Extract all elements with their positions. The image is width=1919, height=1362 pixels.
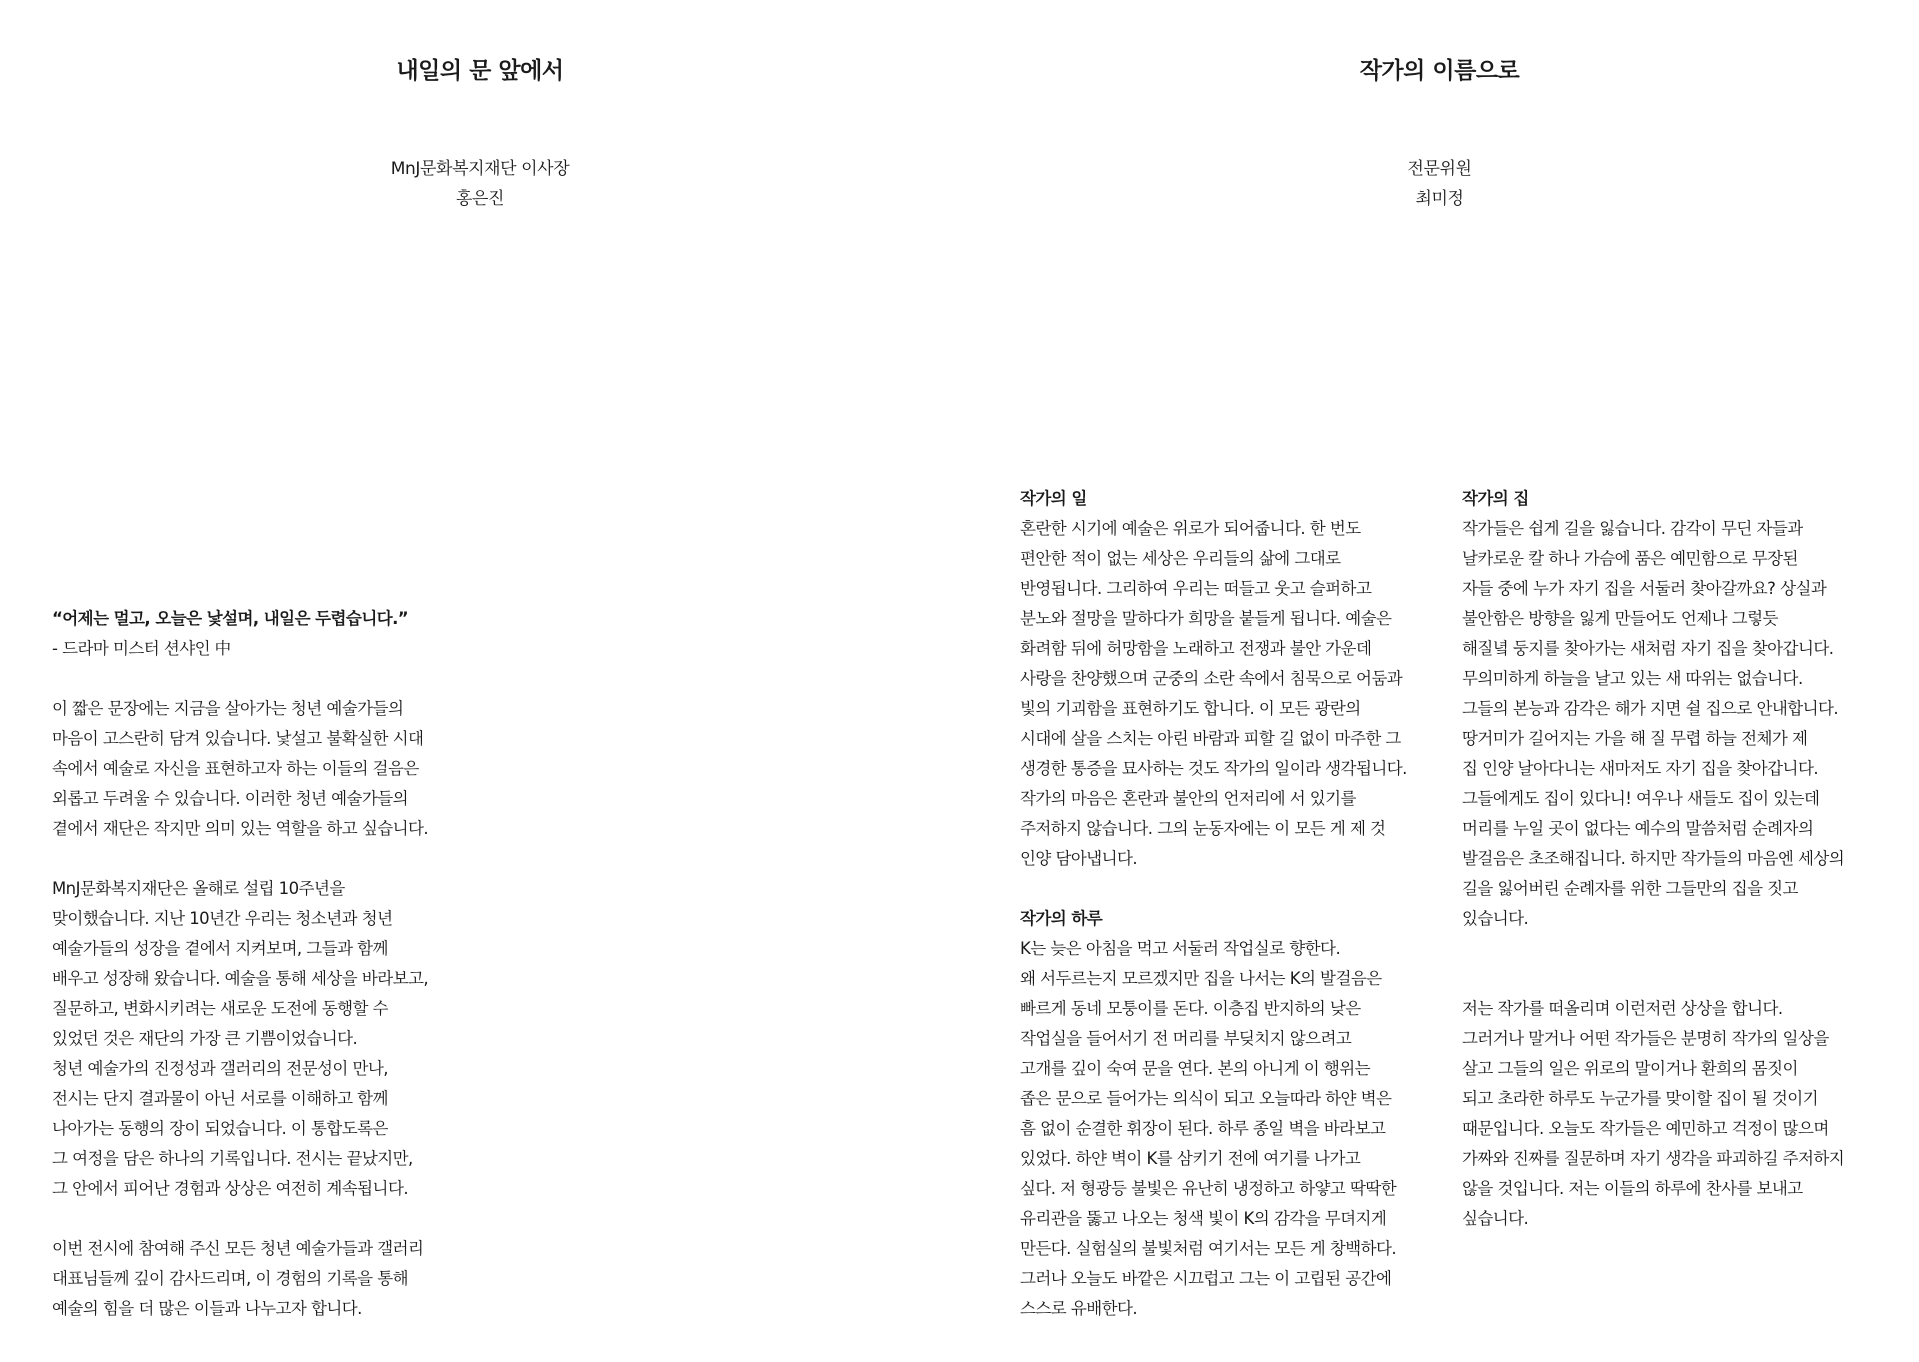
text-line: 편안한 적이 없는 세상은 우리들의 삶에 그대로 — [1020, 549, 1341, 568]
text-line: 길을 잃어버린 순례자를 위한 그들만의 집을 짓고 — [1462, 879, 1798, 898]
text-line: 고개를 깊이 숙여 문을 연다. 본의 아니게 이 행위는 — [1020, 1059, 1371, 1078]
right-column-2 — [1462, 484, 1882, 1234]
text-line: 머리를 누일 곳이 없다는 예수의 말씀처럼 순례자의 — [1462, 819, 1814, 838]
text-line: 생경한 통증을 묘사하는 것도 작가의 일이라 생각됩니다. — [1020, 759, 1407, 778]
text-line: 살고 그들의 일은 위로의 말이거나 환희의 몸짓이 — [1462, 1059, 1798, 1078]
text-line: 싶다. 저 형광등 불빛은 유난히 냉정하고 하얗고 딱딱한 — [1020, 1179, 1397, 1198]
text-line: 해질녘 둥지를 찾아가는 새처럼 자기 집을 찾아갑니다. — [1462, 639, 1834, 658]
text-line: 저는 작가를 떠올리며 이런저런 상상을 합니다. — [1462, 999, 1783, 1018]
text-line: 혼란한 시기에 예술은 위로가 되어줍니다. 한 번도 — [1020, 519, 1361, 538]
text-line: 만든다. 실험실의 불빛처럼 여기서는 모든 게 창백하다. — [1020, 1239, 1397, 1258]
right-author-role: 전문위원 — [1407, 159, 1472, 179]
text-line: 불안함은 방향을 잃게 만들어도 언제나 그렇듯 — [1462, 609, 1778, 628]
text-line: K는 늦은 아침을 먹고 서둘러 작업실로 향한다. — [1020, 939, 1341, 958]
text-line: 이번 전시에 참여해 주신 모든 청년 예술가들과 갤러리 — [52, 1239, 424, 1258]
section-day — [1020, 904, 1450, 1324]
text-line: 주저하지 않습니다. 그의 눈동자에는 이 모든 게 제 것 — [1020, 819, 1386, 838]
text-line: 이 짧은 문장에는 지금을 살아가는 청년 예술가들의 — [52, 699, 404, 718]
quote: “어제는 멀고, 오늘은 낯설며, 내일은 두렵습니다.” — [52, 609, 409, 628]
text-line: 반영됩니다. 그리하여 우리는 떠들고 웃고 슬퍼하고 — [1020, 579, 1372, 598]
text-line: 날카로운 칼 하나 가슴에 품은 예민함으로 무장된 — [1462, 549, 1798, 568]
text-line: 빛의 기괴함을 표현하기도 합니다. 이 모든 광란의 — [1020, 699, 1361, 718]
text-line: 외롭고 두려울 수 있습니다. 이러한 청년 예술가들의 — [52, 789, 409, 808]
text-line: 자들 중에 누가 자기 집을 서둘러 찾아갈까요? 상실과 — [1462, 579, 1827, 598]
text-line: 무의미하게 하늘을 날고 있는 새 따위는 없습니다. — [1462, 669, 1803, 688]
text-line: 좁은 문으로 들어가는 의식이 되고 오늘따라 하얀 벽은 — [1020, 1089, 1392, 1108]
left-paragraph-3 — [52, 1234, 472, 1324]
text-line: 빠르게 동네 모퉁이를 돈다. 이층집 반지하의 낮은 — [1020, 999, 1361, 1018]
left-paragraph-1 — [52, 694, 472, 844]
section-heading-day: 작가의 하루 — [1020, 909, 1103, 928]
text-line: 그러거나 말거나 어떤 작가들은 분명히 작가의 일상을 — [1462, 1029, 1829, 1048]
text-line: 작가의 마음은 혼란과 불안의 언저리에 서 있기를 — [1020, 789, 1356, 808]
text-line: 그러나 오늘도 바깥은 시끄럽고 그는 이 고립된 공간에 — [1020, 1269, 1392, 1288]
text-line: 유리관을 뚫고 나오는 청색 빛이 K의 감각을 무뎌지게 — [1020, 1209, 1387, 1228]
text-line: 있습니다. — [1462, 909, 1529, 928]
left-author-role: MnJ문화복지재단 이사장 — [390, 159, 570, 179]
left-author-name: 홍은진 — [455, 189, 505, 209]
text-line: 작업실을 들어서기 전 머리를 부딪치지 않으려고 — [1020, 1029, 1352, 1048]
text-line: 속에서 예술로 자신을 표현하고자 하는 이들의 걸음은 — [52, 759, 419, 778]
right-author-name: 최미정 — [1415, 189, 1464, 209]
text-line: 나아가는 동행의 장이 되었습니다. 이 통합도록은 — [52, 1119, 388, 1138]
text-line: 가짜와 진짜를 질문하며 자기 생각을 파괴하길 주저하지 — [1462, 1149, 1845, 1168]
text-line: 작가들은 쉽게 길을 잃습니다. 감각이 무딘 자들과 — [1462, 519, 1803, 538]
text-line: 그 안에서 피어난 경험과 상상은 여전히 계속됩니다. — [52, 1179, 409, 1198]
section-heading-home: 작가의 집 — [1462, 489, 1529, 508]
text-line: 맞이했습니다. 지난 10년간 우리는 청소년과 청년 — [52, 909, 393, 928]
text-line: 질문하고, 변화시키려는 새로운 도전에 동행할 수 — [52, 999, 388, 1018]
text-line: 되고 초라한 하루도 누군가를 맞이할 집이 될 것이기 — [1462, 1089, 1819, 1108]
text-line: 왜 서두르는지 모르겠지만 집을 나서는 K의 발걸음은 — [1020, 969, 1382, 988]
text-line: 사랑을 찬양했으며 군중의 소란 속에서 침묵으로 어둠과 — [1020, 669, 1403, 688]
text-line: 전시는 단지 결과물이 아닌 서로를 이해하고 함께 — [52, 1089, 388, 1108]
text-line: 싶습니다. — [1462, 1209, 1529, 1228]
right-page-title: 작가의 이름으로 — [1359, 58, 1520, 84]
text-line: 마음이 고스란히 담겨 있습니다. 낯설고 불확실한 시대 — [52, 729, 424, 748]
left-body — [52, 604, 472, 1324]
text-line: 집 인양 날아다니는 새마저도 자기 집을 찾아갑니다. — [1462, 759, 1819, 778]
text-line: 있었던 것은 재단의 가장 큰 기쁨이었습니다. — [52, 1029, 358, 1048]
text-line: MnJ문화복지재단은 올해로 설립 10주년을 — [52, 879, 345, 898]
right-column-1 — [1020, 484, 1450, 1324]
text-line: 인양 담아냅니다. — [1020, 849, 1138, 868]
left-byline — [0, 154, 960, 214]
right-byline — [960, 154, 1919, 214]
text-line: 그 여정을 담은 하나의 기록입니다. 전시는 끝났지만, — [52, 1149, 413, 1168]
section-home — [1462, 484, 1882, 934]
quote-source: - 드라마 미스터 션샤인 中 — [52, 639, 231, 658]
text-line: 청년 예술가의 진정성과 갤러리의 전문성이 만나, — [52, 1059, 388, 1078]
text-line: 그들의 본능과 감각은 해가 지면 쉴 집으로 안내합니다. — [1462, 699, 1839, 718]
left-paragraph-2 — [52, 874, 472, 1204]
text-line: 땅거미가 길어지는 가을 해 질 무렵 하늘 전체가 제 — [1462, 729, 1808, 748]
text-line: 있었다. 하얀 벽이 K를 삼키기 전에 여기를 나가고 — [1020, 1149, 1361, 1168]
left-page-title: 내일의 문 앞에서 — [396, 58, 564, 84]
text-line: 스스로 유배한다. — [1020, 1299, 1138, 1318]
text-line: 않을 것입니다. 저는 이들의 하루에 찬사를 보내고 — [1462, 1179, 1803, 1198]
text-line: 화려함 뒤에 허망함을 노래하고 전쟁과 불안 가운데 — [1020, 639, 1372, 658]
section-closing — [1462, 994, 1882, 1234]
text-line: 대표님들께 깊이 감사드리며, 이 경험의 기록을 통해 — [52, 1269, 409, 1288]
text-line: 예술의 힘을 더 많은 이들과 나누고자 합니다. — [52, 1299, 362, 1318]
text-line: 그들에게도 집이 있다니! 여우나 새들도 집이 있는데 — [1462, 789, 1820, 808]
text-line: 때문입니다. 오늘도 작가들은 예민하고 걱정이 많으며 — [1462, 1119, 1829, 1138]
text-line: 흠 없이 순결한 휘장이 된다. 하루 종일 벽을 바라보고 — [1020, 1119, 1386, 1138]
text-line: 발걸음은 초조해집니다. 하지만 작가들의 마음엔 세상의 — [1462, 849, 1845, 868]
text-line: 곁에서 재단은 작지만 의미 있는 역할을 하고 싶습니다. — [52, 819, 429, 838]
section-work — [1020, 484, 1450, 874]
text-line: 분노와 절망을 말하다가 희망을 붙들게 됩니다. 예술은 — [1020, 609, 1392, 628]
section-heading-work: 작가의 일 — [1020, 489, 1087, 508]
text-line: 시대에 살을 스치는 아린 바람과 피할 길 없이 마주한 그 — [1020, 729, 1401, 748]
text-line: 배우고 성장해 왔습니다. 예술을 통해 세상을 바라보고, — [52, 969, 429, 988]
text-line: 예술가들의 성장을 곁에서 지켜보며, 그들과 함께 — [52, 939, 388, 958]
